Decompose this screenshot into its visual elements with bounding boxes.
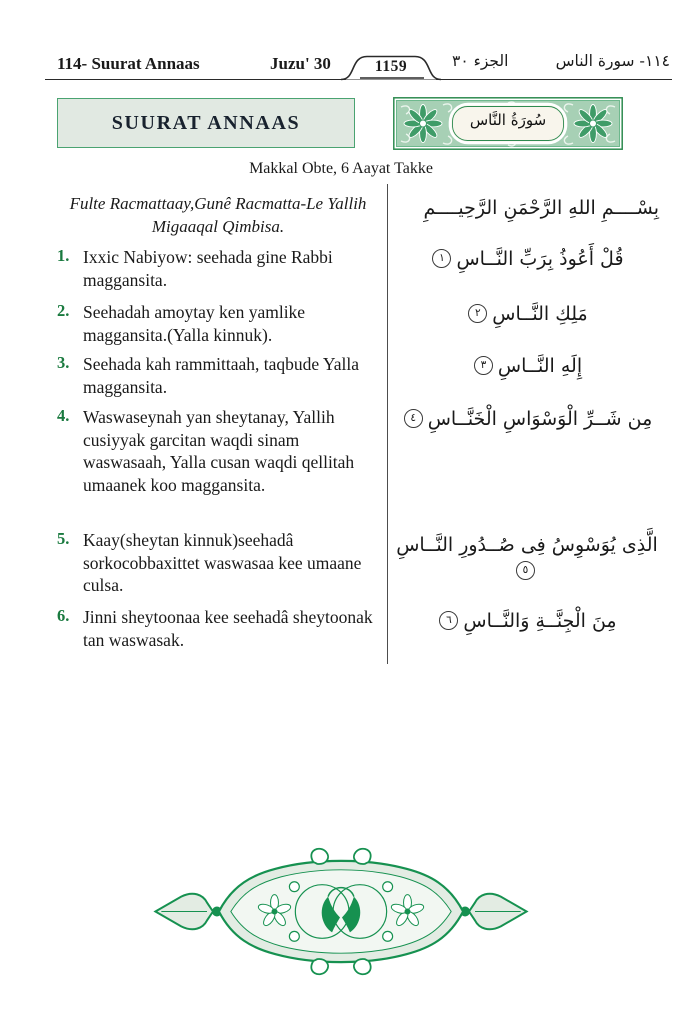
surah-title-box	[57, 98, 355, 148]
verse-2-ayah-end-marker: ٢	[468, 304, 487, 323]
verse-1-arabic-text: قُلْ أَعُوذُ بِرَبِّ النَّــاسِ	[456, 248, 624, 270]
verse-1-arabic-row	[395, 246, 659, 272]
verse-6-ayah-end-marker: ٦	[439, 611, 458, 630]
verse-5-number: 5.	[57, 529, 70, 548]
ornament-medallion-graphic	[146, 845, 536, 978]
verse-1-ayah-end-marker: ١	[432, 249, 451, 268]
verse-2-arabic-text: مَلِكِ النَّــاسِ	[492, 303, 588, 325]
verse-5-translation-text: Kaay(sheytan kinnuk)seehadâ sorkocobbaxittet waswasaa kee umaane culsa.	[83, 530, 362, 595]
page-number-tab	[340, 55, 442, 81]
verse-1-translation-text: Ixxic Nabiyow: seehada gine Rabbi maggansita.	[83, 247, 333, 290]
verse-5-ayah-end-marker: ٥	[516, 561, 535, 580]
header-surah-title-latin: 114- Suurat Annaas	[57, 54, 200, 73]
verse-5-arabic-row	[395, 532, 659, 584]
verse-2-arabic-row	[395, 301, 659, 327]
header-juz-label: Juzu' 30	[270, 54, 331, 73]
verse-2-translation-row	[57, 301, 381, 346]
verse-6-number: 6.	[57, 606, 70, 625]
verse-6-arabic-text: مِنَ الْجِنَّــةِ وَالنَّــاسِ	[463, 610, 617, 632]
verse-5-arabic-text: الَّذِى يُوَسْوِسُ فِى صُــدُورِ النَّــاسِ	[396, 534, 658, 556]
verse-5-translation-row	[57, 529, 381, 597]
verse-6-translation-text: Jinni sheytoonaa kee seehadâ sheytoonak tan waswasak.	[83, 607, 373, 650]
verse-6-translation-row	[57, 606, 381, 651]
verse-3-number: 3.	[57, 353, 70, 372]
verse-3-translation-row	[57, 353, 381, 398]
surah-title-arabic: سُورَةُ النَّاس	[469, 111, 547, 129]
verse-3-arabic-text: إِلَهِ النَّــاسِ	[497, 355, 583, 377]
page-number: 1159	[374, 58, 408, 75]
basmala-translation: Fulte Racmattaay,Gunê Racmatta-Le Yallih Migaaqal Qimbisa.	[69, 194, 367, 236]
basmala-arabic: بِسْــــمِ اللهِ الرَّحْمَنِ الرَّحِيــــمِ	[423, 197, 659, 219]
verse-3-translation-text: Seehada kah rammittaah, taqbude Yalla maggansita.	[83, 354, 360, 397]
surah-title-banner	[393, 97, 623, 150]
verse-4-arabic-row	[395, 406, 659, 432]
verse-2-translation-text: Seehadah amoytay ken yamlike maggansita.(Yalla kinnuk).	[83, 302, 306, 345]
rosette-right	[574, 105, 612, 143]
verse-4-translation-text: Waswaseynah yan sheytanay, Yallih cusiyyak garcitan waqdi sinam waswasaah, Yalla cusan waqdi qellitah umaanek koo maggansita.	[83, 407, 355, 495]
verse-1-translation-row	[57, 246, 381, 291]
verse-3-arabic-row	[395, 353, 659, 379]
header-surah-ref-arabic: ١١٤- سورة الناس	[555, 52, 670, 70]
verse-6-arabic-row	[395, 608, 659, 634]
surah-title-latin: SUURAT ANNAAS	[111, 111, 301, 134]
footer-ornament	[146, 845, 536, 978]
verse-3-ayah-end-marker: ٣	[474, 356, 493, 375]
verse-4-ayah-end-marker: ٤	[404, 409, 423, 428]
verse-4-arabic-text: مِن شَــرِّ الْوَسْوَاسِ الْخَنَّــاسِ	[427, 408, 653, 430]
header-juz-arabic: الجزء ٣٠	[452, 52, 509, 70]
verse-4-number: 4.	[57, 406, 70, 425]
rosette-left	[404, 105, 442, 143]
verse-2-number: 2.	[57, 301, 70, 320]
column-divider	[387, 184, 388, 664]
verse-4-translation-row	[57, 406, 381, 496]
surah-subtitle: Makkal Obte, 6 Aayat Takke	[249, 160, 433, 177]
verse-1-number: 1.	[57, 246, 70, 265]
